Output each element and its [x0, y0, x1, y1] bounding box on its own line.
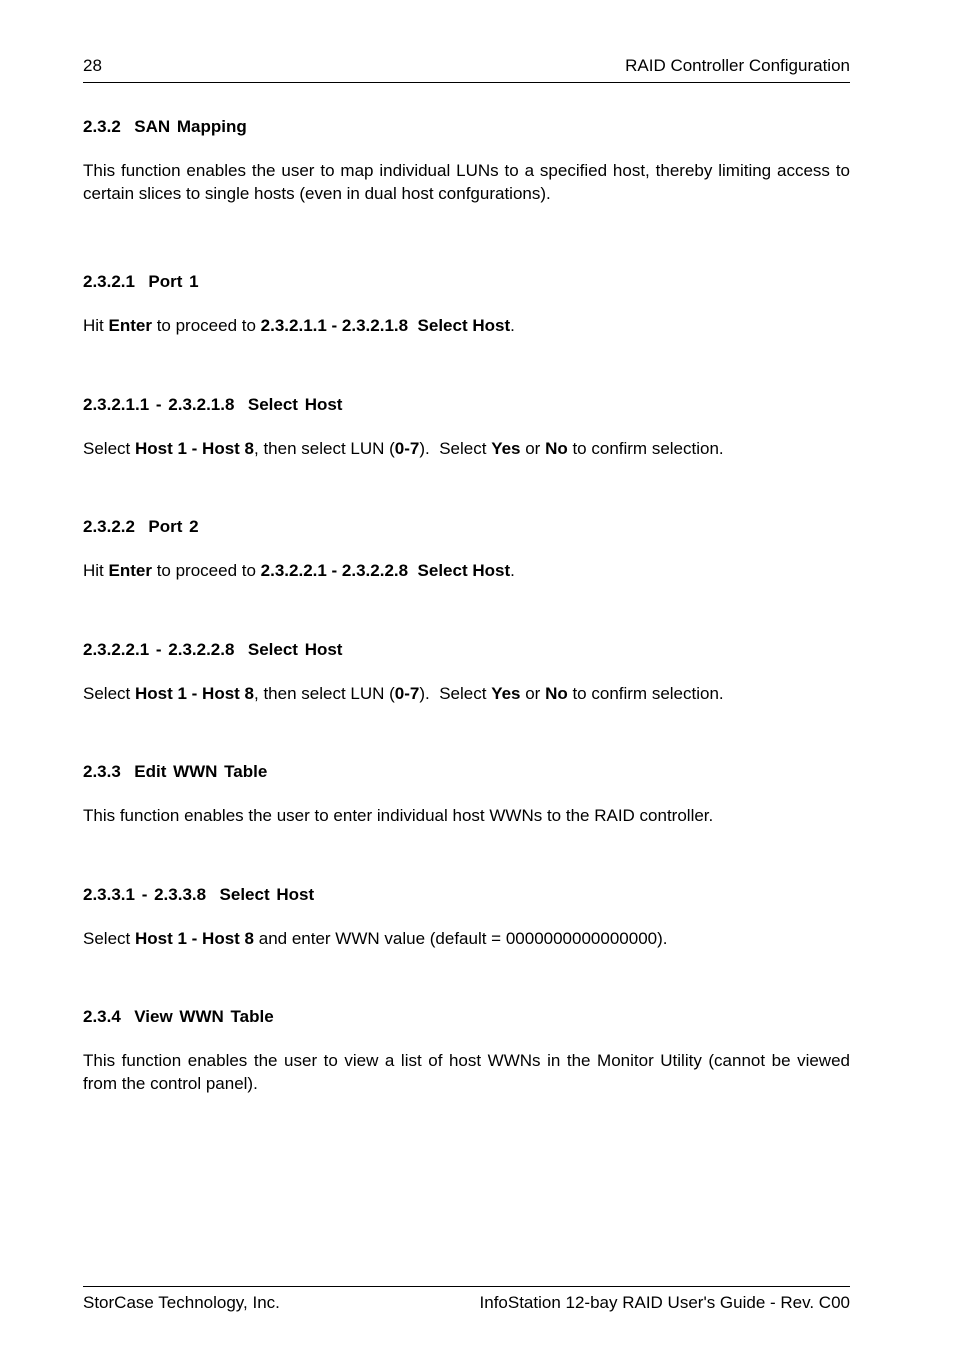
bold-term: Host 1 - Host 8 [134, 928, 255, 948]
bold-term: 2.3.2.2.1 - 2.3.2.2.8 Select Host [260, 561, 511, 580]
paragraph-view-wwn: This function enables the user to view a list of host WWNs in the Monitor Utility (cannot be viewed from the control panel). [83, 1051, 850, 1093]
bold-term: No [545, 683, 568, 703]
bold-term: Yes [491, 438, 521, 458]
guide-title: InfoStation 12-bay RAID User's Guide - Rev. C00 [479, 1293, 850, 1312]
chapter-title: RAID Controller Configuration [625, 56, 850, 75]
bold-term: Host 1 - Host 8 [134, 683, 255, 703]
section-heading-san-mapping: 2.3.2 SAN Mapping [83, 117, 247, 136]
bold-term: 0-7 [394, 683, 420, 703]
text: Hit [83, 316, 109, 335]
company-name: StorCase Technology, Inc. [83, 1293, 280, 1312]
text: or [520, 683, 546, 703]
text: Select [83, 438, 135, 458]
text: and enter WWN value (default = 0000000000000000). [254, 928, 668, 948]
page-content [83, 116, 850, 1095]
bold-term: Enter [108, 316, 152, 335]
page-footer [83, 1286, 850, 1312]
page-number: 28 [83, 56, 102, 75]
text: ). Select [419, 683, 492, 703]
text: Select [83, 928, 135, 948]
text: Hit [83, 561, 109, 580]
paragraph-edit-wwn-select-host [83, 928, 850, 951]
text: to proceed to [151, 561, 261, 580]
bold-term: 0-7 [394, 438, 420, 458]
text: , then select LUN ( [254, 683, 395, 703]
section-heading-port1: 2.3.2.1 Port 1 [83, 272, 199, 291]
section-heading-edit-wwn-select-host: 2.3.3.1 - 2.3.3.8 Select Host [83, 884, 315, 904]
section-heading-edit-wwn: 2.3.3 Edit WWN Table [83, 762, 268, 781]
text: . [510, 561, 515, 580]
bold-term: Enter [108, 561, 152, 580]
paragraph-port1 [83, 315, 850, 338]
text: or [520, 438, 546, 458]
page-header [83, 56, 850, 83]
section-heading-port2-select-host: 2.3.2.2.1 - 2.3.2.2.8 Select Host [83, 639, 343, 659]
paragraph-port2 [83, 560, 850, 583]
paragraph-edit-wwn: This function enables the user to enter individual host WWNs to the RAID controller. [83, 806, 714, 825]
section-heading-port1-select-host: 2.3.2.1.1 - 2.3.2.1.8 Select Host [83, 394, 343, 414]
bold-term: No [545, 438, 568, 458]
bold-term: Yes [491, 683, 521, 703]
paragraph-port1-select-host [83, 438, 850, 461]
text: ). Select [419, 438, 492, 458]
section-heading-port2: 2.3.2.2 Port 2 [83, 517, 199, 536]
text: to confirm selection. [567, 438, 724, 458]
text: , then select LUN ( [254, 438, 395, 458]
text: to proceed to [151, 316, 261, 335]
section-heading-view-wwn: 2.3.4 View WWN Table [83, 1007, 274, 1026]
bold-term: 2.3.2.1.1 - 2.3.2.1.8 Select Host [260, 316, 511, 335]
text: to confirm selection. [567, 683, 724, 703]
paragraph-san-mapping: This function enables the user to map individual LUNs to a specified host, thereby limiting access to certain slices to single hosts (even in dual host confgurations). [83, 161, 850, 203]
text: Select [83, 683, 135, 703]
text: . [510, 316, 515, 335]
paragraph-port2-select-host [83, 683, 850, 706]
bold-term: Host 1 - Host 8 [134, 438, 255, 458]
